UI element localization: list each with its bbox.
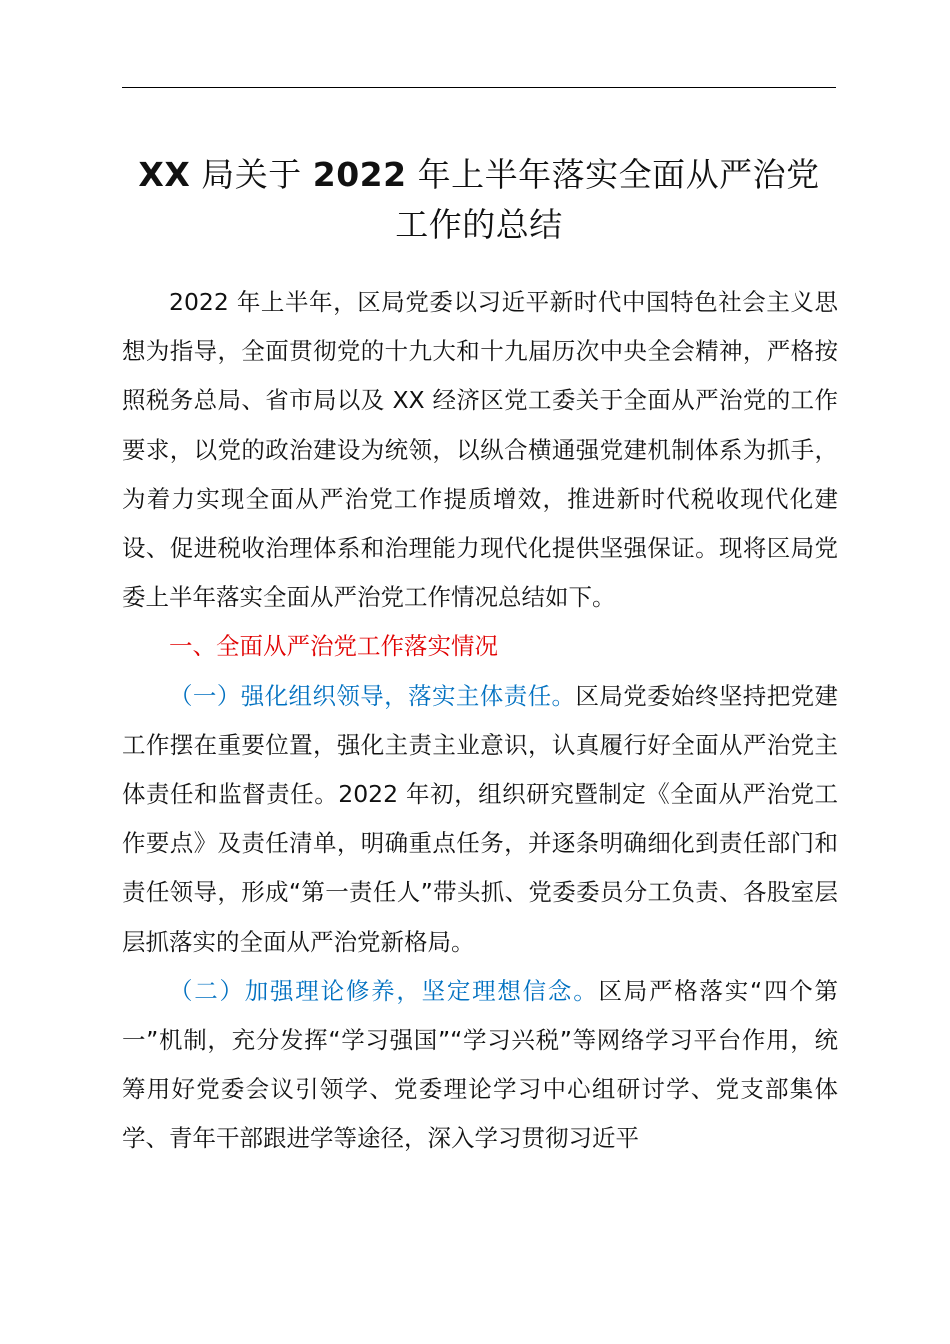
header-rule	[122, 87, 836, 88]
subsection-2-paragraph	[122, 967, 838, 1164]
document-body	[122, 278, 838, 1164]
title-prefix: XX	[138, 155, 191, 194]
title-year: 2022	[312, 155, 407, 194]
title-line-1	[100, 150, 858, 200]
subsection-1-heading: （一）强化组织领导，落实主体责任。	[169, 681, 576, 710]
title-rest: 年上半年落实全面从严治党	[406, 155, 820, 194]
document-title	[100, 150, 858, 250]
subsection-2-text: 区局严格落实“四个第一”机制，充分发挥“学习强国”“学习兴税”等网络学习平台作用，统筹用好党委会议引领学、党委理论学习中心组研讨学、党支部集体学、青年干部跟进学等途径，深入学习贯彻习近平	[122, 976, 839, 1153]
subsection-1-text: 区局党委始终坚持把党建工作摆在重要位置，强化主责主业意识，认真履行好全面从严治党主体责任和监督责任。2022 年初，组织研究暨制定《全面从严治党工作要点》及责任清单，明确重点任务，并逐条明确细化到责任部门和责任领导，形成“第一责任人”带头抓、党委委员分工负责、各股室层层抓落实的全面从严治党新格局。	[122, 681, 839, 956]
section-heading-1: 一、全面从严治党工作落实情况	[169, 632, 498, 661]
title-line-2: 工作的总结	[395, 205, 563, 244]
subsection-1-paragraph	[122, 672, 838, 967]
intro-paragraph: 2022 年上半年，区局党委以习近平新时代中国特色社会主义思想为指导，全面贯彻党的十九大和十九届历次中央全会精神，严格按照税务总局、省市局以及 XX 经济区党工委关于全面从严治党的工作要求，以党的政治建设为统领，以纵合横通强党建机制体系为抓手，为着力实现全面从严治党工作提质增效，推进新时代税收现代化建设、促进税收治理体系和治理能力现代化提供坚强保证。现将区局党委上半年落实全面从严治党工作情况总结如下。	[122, 288, 838, 612]
subsection-2-heading: （二）加强理论修养，坚定理想信念。	[169, 976, 599, 1005]
title-mid: 局关于	[190, 155, 313, 194]
